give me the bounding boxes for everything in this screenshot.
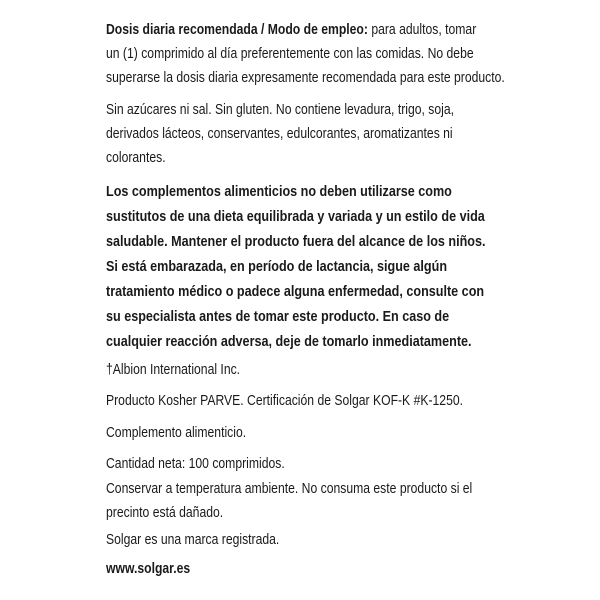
website-line [106, 557, 442, 581]
warning-line-2: sustitutos de una dieta equilibrada y variada y un estilo de vida [106, 208, 485, 225]
kosher-text: Producto Kosher PARVE. Certificación de Solgar KOF-K #K-1250. [106, 393, 464, 409]
website-link[interactable]: www.solgar.es [106, 561, 191, 577]
warning-line-3: saludable. Mantener el producto fuera del alcance de los niños. [106, 233, 486, 250]
free-from-paragraph [106, 98, 455, 170]
dosage-paragraph [106, 18, 505, 90]
warning-line-6: su especialista antes de tomar este producto. En caso de [106, 308, 450, 325]
dosage-heading: Dosis diaria recomendada / Modo de empleo: [106, 22, 368, 38]
free-from-line-2: derivados lácteos, conservantes, edulcorantes, aromatizantes ni [106, 126, 453, 142]
storage-line-1: Conservar a temperatura ambiente. No consuma este producto si el [106, 481, 473, 497]
warning-line-5: tratamiento médico o padece alguna enfermedad, consulte con [106, 283, 485, 300]
dosage-line-2: un (1) comprimido al día preferentemente con las comidas. No debe [106, 46, 474, 62]
warning-paragraph [106, 179, 486, 354]
net-quantity-text: Cantidad neta: 100 comprimidos. [106, 456, 285, 472]
product-type-text: Complemento alimenticio. [106, 425, 247, 441]
registered-note [106, 528, 442, 552]
warning-line-7: cualquier reacción adversa, deje de tomarlo inmediatamente. [106, 333, 472, 350]
storage-paragraph [106, 477, 473, 525]
kosher-note [106, 389, 464, 413]
warning-line-1: Los complementos alimenticios no deben utilizarse como [106, 183, 452, 200]
dosage-line-3: superarse la dosis diaria expresamente recomendada para este producto. [106, 70, 505, 86]
storage-line-2: precinto está dañado. [106, 505, 224, 521]
dosage-line-1 [106, 18, 477, 42]
net-quantity [106, 452, 442, 476]
free-from-line-1: Sin azúcares ni sal. Sin gluten. No contiene levadura, trigo, soja, [106, 102, 455, 118]
dosage-line-1-text: para adultos, tomar [367, 22, 477, 38]
trademark-note [106, 358, 442, 382]
product-type [106, 421, 442, 445]
warning-line-4: Si está embarazada, en período de lactancia, sigue algún [106, 258, 448, 275]
trademark-text: †Albion International Inc. [106, 362, 241, 378]
registered-text: Solgar es una marca registrada. [106, 532, 280, 548]
free-from-line-3: colorantes. [106, 150, 166, 166]
